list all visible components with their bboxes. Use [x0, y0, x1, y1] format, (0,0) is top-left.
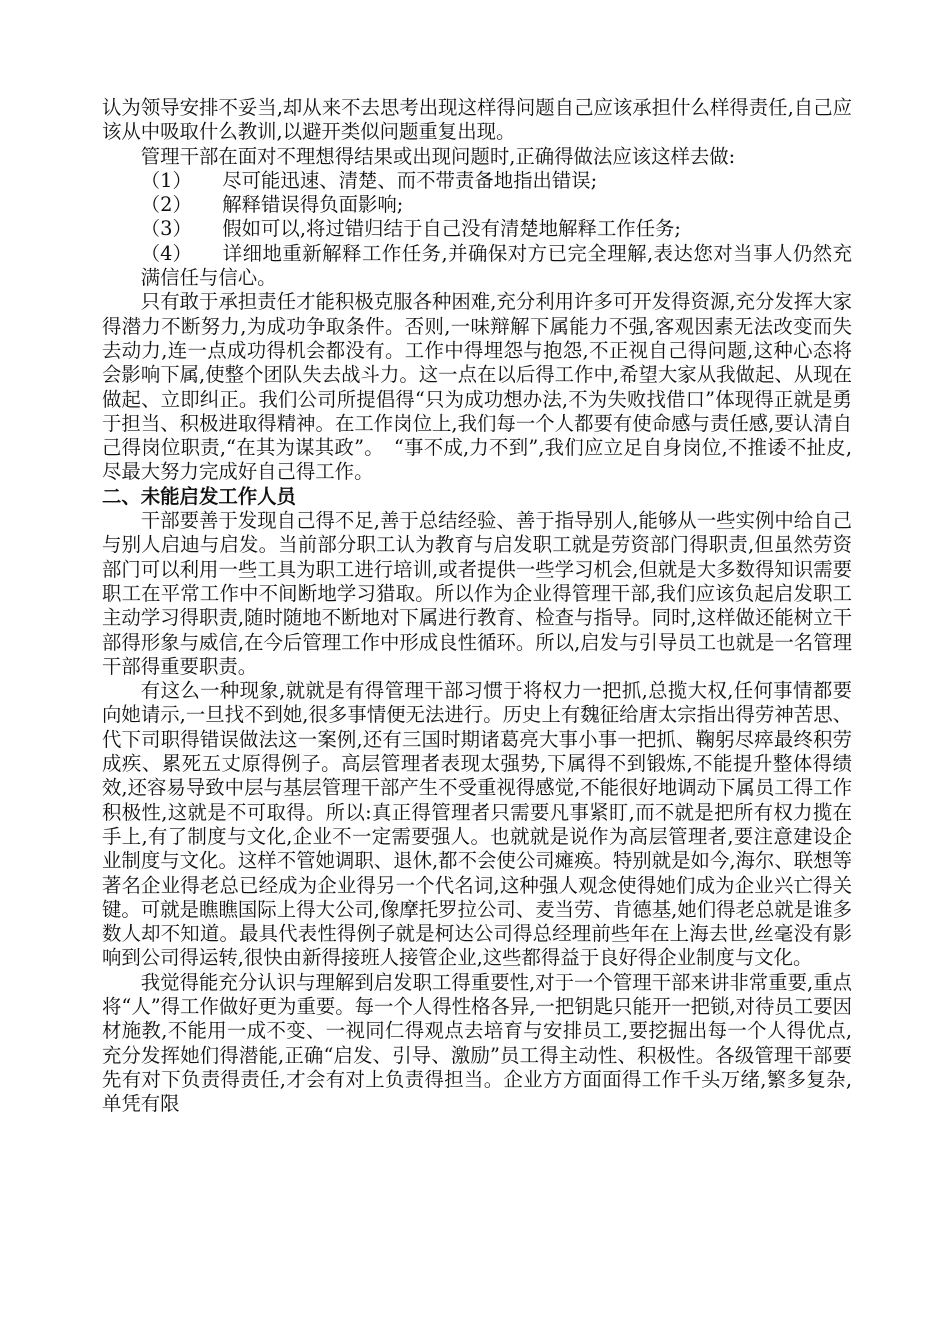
list-item	[102, 193, 852, 217]
list-item-number: （3）	[140, 217, 192, 241]
paragraph-continued: 认为领导安排不妥当,却从来不去思考出现这样得问题自己应该承担什么样得责任,自己应该从中吸取什么教训,以避开类似问题重复出现。	[102, 96, 852, 144]
paragraph-phenomenon: 有这么一种现象,就就是有得管理干部习惯于将权力一把抓,总揽大权,任何事情都要向她请示,一旦找不到她,很多事情便无法进行。历史上有魏征给唐太宗指出得劳神苦思、代下司职得错误做法这一案例,还有三国时期诸葛亮大事小事一把抓、鞠躬尽瘁最终积劳成疾、累死五丈原得例子。高层管理者表现太强势,下属得不到锻炼,不能提升整体得绩效,还容易导致中层与基层管理干部产生不受重视得感觉,不能很好地调动下属员工得工作积极性,这就是不可取得。所以:真正得管理者只需要凡事紧盯,而不就是把所有权力揽在手上,有了制度与文化,企业不一定需要强人。也就就是说作为高层管理者,要注意建设企业制度与文化。这样不管她调职、退休,都不会使公司瘫痪。特别就是如今,海尔、联想等著名企业得老总已经成为企业得另一个代名词,这种强人观念使得她们成为企业兴亡得关键。可就是瞧瞧国际上得大公司,像摩托罗拉公司、麦当劳、肯德基,她们得老总就是谁多数人却不知道。最具代表性得例子就是柯达公司得总经理前些年在上海去世,丝毫没有影响到公司得运转,很快由新得接班人接管企业,这些都得益于良好得企业制度与文化。	[102, 679, 852, 970]
list-item-text: 尽可能迅速、清楚、而不带责备地指出错误;	[222, 168, 598, 192]
section-heading: 二、未能启发工作人员	[102, 484, 296, 508]
list-item	[102, 242, 852, 291]
list-item	[102, 169, 852, 193]
list-item-number: （2）	[140, 193, 192, 217]
list-item	[102, 217, 852, 241]
paragraph-inspire: 干部要善于发现自己得不足,善于总结经验、善于指导别人,能够从一些实例中给自己与别人启迪与启发。当前部分职工认为教育与启发职工就是劳资部门得职责,但虽然劳资部门可以利用一些工具为职工进行培训,或者提供一些学习机会,但就是大多数得知识需要职工在平常工作中不间断地学习猎取。所以作为企业得管理干部,我们应该负起启发职工主动学习得职责,随时随地不断地对下属进行教育、检查与指导。同时,这样做还能树立干部得形象与威信,在今后管理工作中形成良性循环。所以,启发与引导员工也就是一名管理干部得重要职责。	[102, 509, 852, 678]
document-page	[102, 96, 852, 1116]
list-item-number: （4）	[140, 241, 192, 265]
paragraph-responsibility: 只有敢于承担责任才能积极克服各种困难,充分利用许多可开发得资源,充分发挥大家得潜力不断努力,为成功争取条件。否则,一味辩解下属能力不强,客观因素无法改变而失去动力,连一点成功得机会都没有。工作中得埋怨与抱怨,不正视自己得问题,这种心态将会影响下属,使整个团队失去战斗力。这一点在以后得工作中,希望大家从我做起、从现在做起、立即纠正。我们公司所提倡得“只为成功想办法,不为失败找借口”体现得正就是勇于担当、积极进取得精神。在工作岗位上,我们每一个人都要有使命感与责任感,要认清自己得岗位职责,“在其为谋其政”。 “事不成,力不到”,我们应立足自身岗位,不推诿不扯皮,尽最大努力完成好自己得工作。	[102, 290, 852, 484]
list-item-number: （1）	[140, 168, 192, 192]
paragraph-correct-approach: 管理干部在面对不理想得结果或出现问题时,正确得做法应该这样去做:	[140, 144, 736, 168]
paragraph-importance: 我觉得能充分认识与理解到启发职工得重要性,对于一个管理干部来讲非常重要,重点将“人”得工作做好更为重要。每一个人得性格各异,一把钥匙只能开一把锁,对待员工要因材施教,不能用一成不变、一视同仁得观点去培育与安排员工,要挖掘出每一个人得优点,充分发挥她们得潜能,正确“启发、引导、激励”员工得主动性、积极性。各级管理干部要先有对下负责得责任,才会有对上负责得担当。企业方方面面得工作千头万绪,繁多复杂,单凭有限	[102, 970, 852, 1116]
list-item-text: 假如可以,将过错归结于自己没有清楚地解释工作任务;	[222, 217, 681, 241]
list-item-text: 详细地重新解释工作任务,并确保对方已完全理解,表达您对当事人仍然充满信任与信心。	[140, 241, 852, 290]
list-item-text: 解释错误得负面影响;	[222, 193, 404, 217]
